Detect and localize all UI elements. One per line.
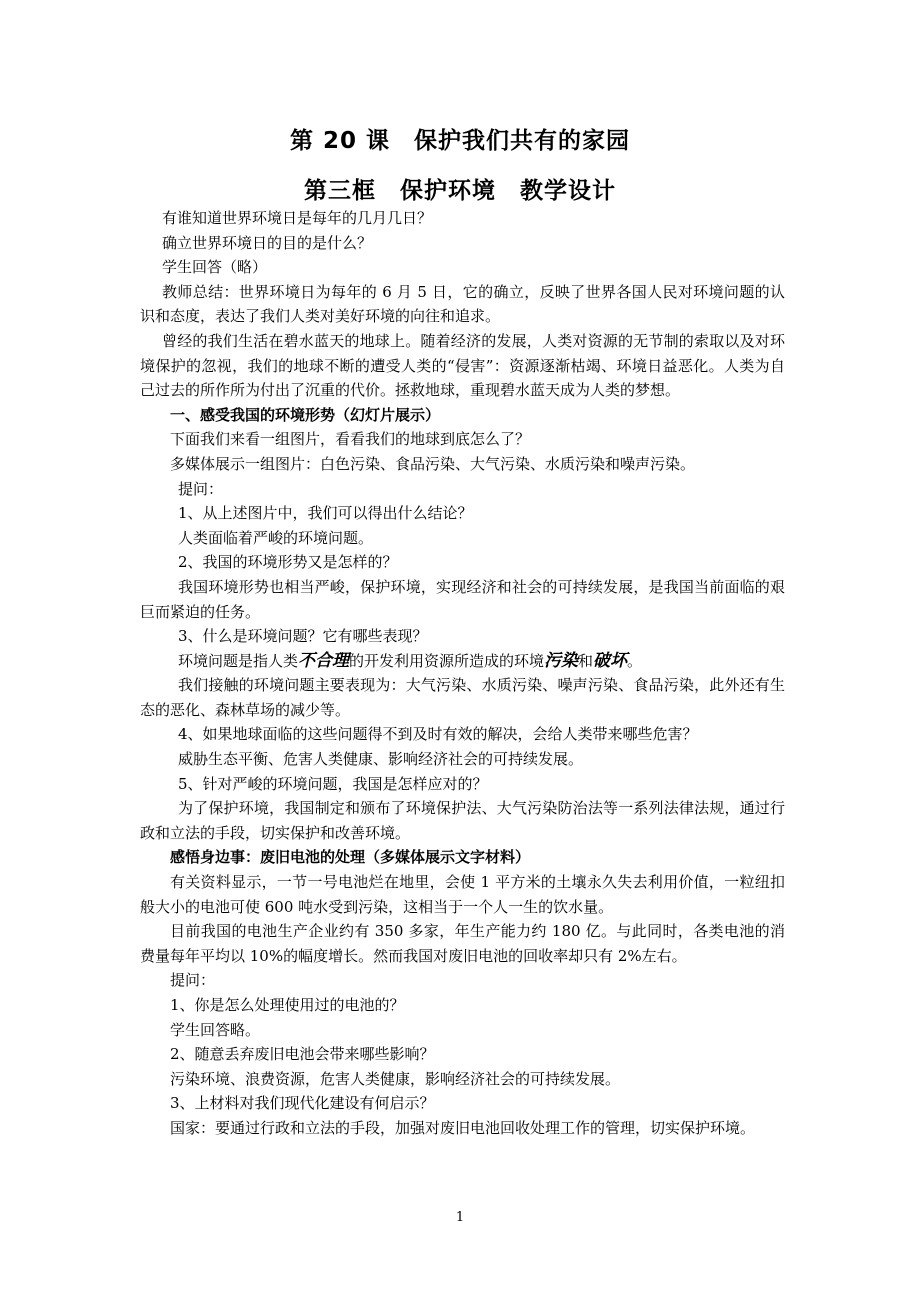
question: 1、你是怎么处理使用过的电池的？ <box>170 996 405 1014</box>
paragraph: 有关资料显示，一节一号电池烂在地里，会使 1 平方米的土壤永久失去利用价值，一粒纽扣般大小的电池可使 600 吨水受到污染，这相当于一个人一生的饮水量。 <box>140 873 785 916</box>
paragraph: 学生回答（略） <box>162 258 268 277</box>
emphasis-destruction: 破坏 <box>593 650 628 671</box>
answer: 威胁生态平衡、危害人类健康、影响经济社会的可持续发展。 <box>178 750 584 769</box>
answer: 污染环境、浪费资源，危害人类健康，影响经济社会的可持续发展。 <box>170 1069 621 1088</box>
page-number: 1 <box>455 1210 465 1225</box>
definition-part: 和 <box>578 651 594 670</box>
answer: 学生回答略。 <box>170 1020 261 1039</box>
question: 2、我国的环境形势又是怎样的？ <box>178 553 398 572</box>
emphasis-unreasonable: 不合理 <box>298 650 350 671</box>
question: 3、上材料对我们现代化建设有何启示？ <box>170 1094 435 1113</box>
section-heading: 感悟身边事：废旧电池的处理（多媒体展示文字材料） <box>170 848 531 867</box>
answer: 为了保护环境，我国制定和颁布了环境保护法、大气污染防治法等一系列法律法规，通过行政和立法的手段，切实保护和改善环境。 <box>140 799 785 842</box>
paragraph: 确立世界环境日的目的是什么？ <box>162 233 373 252</box>
paragraph: 曾经的我们生活在碧水蓝天的地球上。随着经济的发展，人类对资源的无节制的索取以及对环境保护的忽视，我们的地球不断的遭受人类的“侵害”：资源逐渐枯竭、环境日益恶化。人类为自己过去的所作所为付出了沉重的代价。拯救地球，重现碧水蓝天成为人类的梦想。 <box>140 331 785 400</box>
question: 5、针对严峻的环境问题，我国是怎样应对的？ <box>178 774 488 793</box>
section-heading: 一、感受我国的环境形势（幻灯片展示） <box>170 405 441 424</box>
lesson-title: 第 20 课 保护我们共有的家园 <box>289 128 631 154</box>
paragraph: 下面我们来看一组图片，看看我们的地球到底怎么了？ <box>170 430 531 449</box>
paragraph: 目前我国的电池生产企业约有 350 多家，年生产能力约 180 亿。与此同时，各类电池的消费量每年平均以 10%的幅度增长。然而我国对废旧电池的回收率却只有 2%左右。 <box>140 922 785 965</box>
emphasis-pollution: 污染 <box>544 650 579 671</box>
question: 3、什么是环境问题？它有哪些表现？ <box>178 627 428 646</box>
answer: 我国环境形势也相当严峻，保护环境，实现经济和社会的可持续发展，是我国当前面临的艰巨而紧迫的任务。 <box>140 577 785 621</box>
paragraph: 教师总结：世界环境日为每年的 6 月 5 日，它的确立，反映了世界各国人民对环境问题的认识和态度，表达了我们人类对美好环境的向往和追求。 <box>140 282 785 326</box>
definition-answer <box>140 649 785 674</box>
question: 4、如果地球面临的这些问题得不到及时有效的解决，会给人类带来哪些危害？ <box>178 725 698 744</box>
answer: 人类面临着严峻的环境问题。 <box>178 528 374 547</box>
question: 2、随意丢弃废旧电池会带来哪些影响？ <box>170 1045 435 1064</box>
definition-part: 环境问题是指人类 <box>178 651 299 670</box>
section-title: 第三框 保护环境 教学设计 <box>304 178 616 204</box>
question: 1、从上述图片中，我们可以得出什么结论？ <box>178 504 473 523</box>
answer: 我们接触的环境问题主要表现为：大气污染、水质污染、噪声污染、食品污染，此外还有生态的恶化、森林草场的减少等。 <box>140 676 785 719</box>
paragraph: 有谁知道世界环境日是每年的几月几日？ <box>162 209 433 227</box>
definition-part: 。 <box>627 651 643 670</box>
paragraph: 多媒体展示一组图片：白色污染、食品污染、大气污染、水质污染和噪声污染。 <box>170 454 696 473</box>
paragraph: 提问： <box>178 479 224 498</box>
document-body <box>140 206 785 1141</box>
answer: 国家：要通过行政和立法的手段，加强对废旧电池回收处理工作的管理，切实保护环境。 <box>170 1118 756 1137</box>
definition-part: 的开发利用资源所造成的环境 <box>349 651 545 670</box>
paragraph: 提问： <box>170 971 216 990</box>
